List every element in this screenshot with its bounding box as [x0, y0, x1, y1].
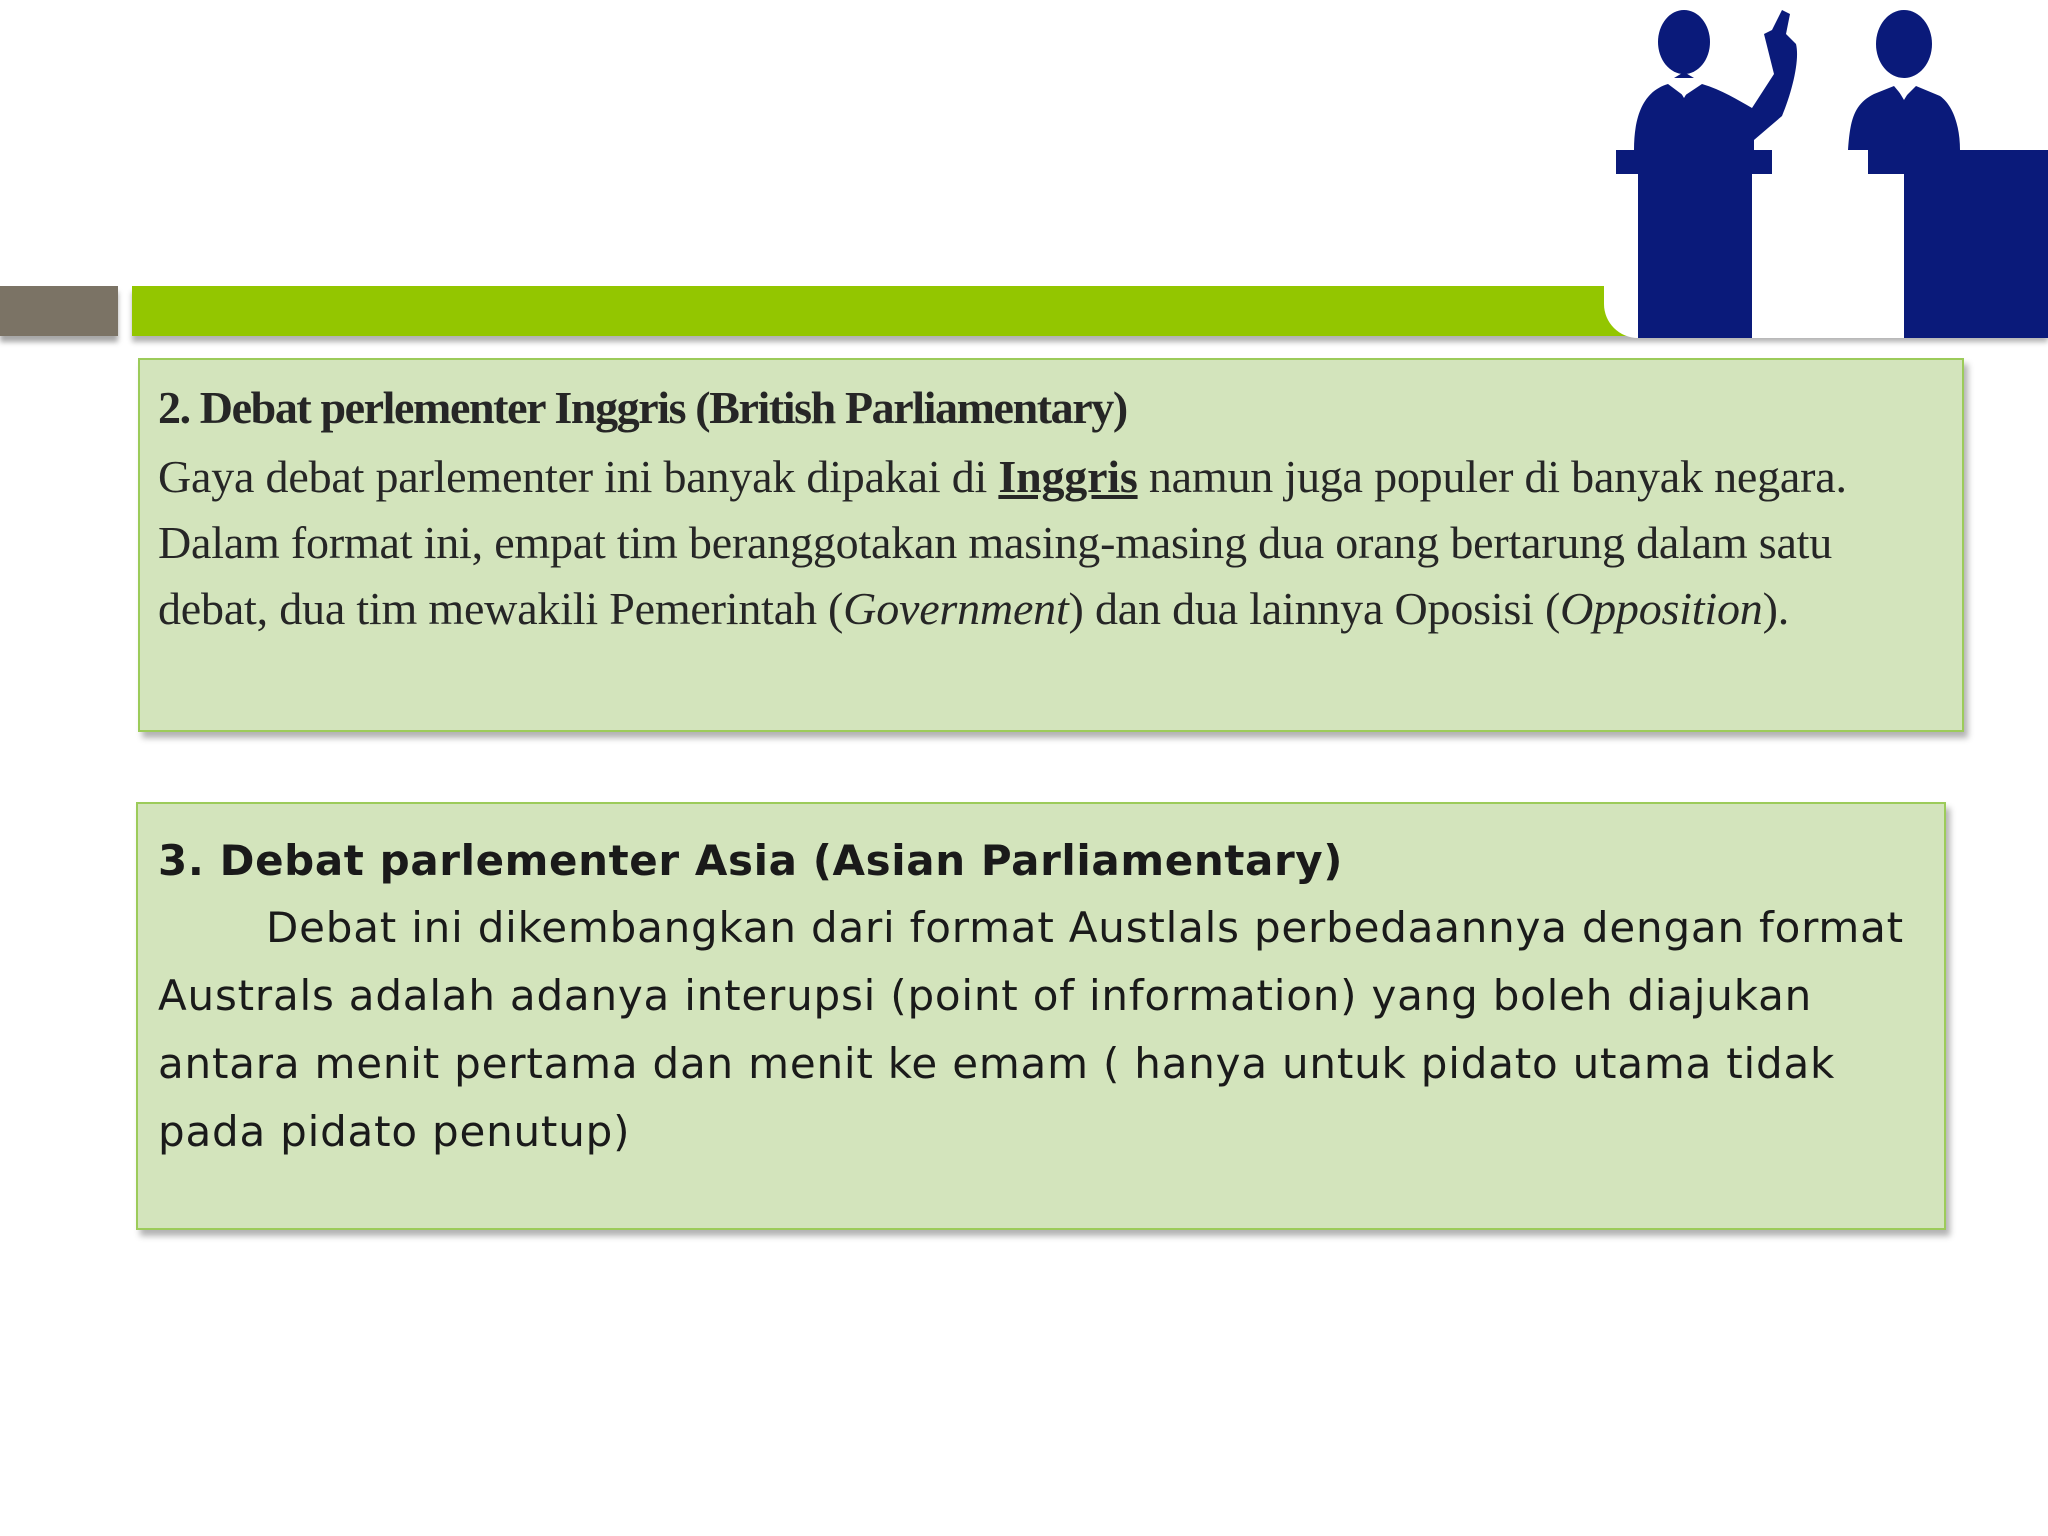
asian-parliamentary-title: 3. Debat parlementer Asia (Asian Parliamentary): [158, 836, 1344, 885]
debate-illustration-frame: [1604, 0, 2048, 338]
asian-parliamentary-body: Debat ini dikembangkan dari format Austlals perbedaannya dengan format Australs adalah adanya interupsi (point of information) yang boleh diajukan antara menit pertama dan menit ke emam ( hanya untuk pidato utama tidak pada pidato penutup): [158, 903, 1904, 1156]
government-term: Government: [843, 583, 1069, 634]
inggris-link[interactable]: Inggris: [998, 451, 1138, 502]
header-bar-gray: [0, 286, 118, 336]
text-segment: ) dan dua lainnya Oposisi (: [1068, 583, 1561, 634]
british-parliamentary-title: 2. Debat perlementer Inggris (British Parliamentary): [158, 382, 1127, 433]
text-segment: ).: [1762, 583, 1789, 634]
british-parliamentary-box: [138, 358, 1964, 732]
asian-parliamentary-text: [158, 894, 1924, 1166]
asian-parliamentary-box: [136, 802, 1946, 1230]
text-segment: Gaya debat parlementer ini banyak dipakai di: [158, 451, 999, 502]
opposition-term: Opposition: [1560, 583, 1763, 634]
debate-speakers-icon: [1604, 0, 2048, 338]
text-segment: namun juga populer di banyak negara. Dalam format ini, empat tim beranggotakan masing-masing dua orang bertarung dalam satu debat, dua tim mewakili Pemerintah (: [158, 451, 1847, 634]
british-parliamentary-text: [158, 444, 1942, 642]
